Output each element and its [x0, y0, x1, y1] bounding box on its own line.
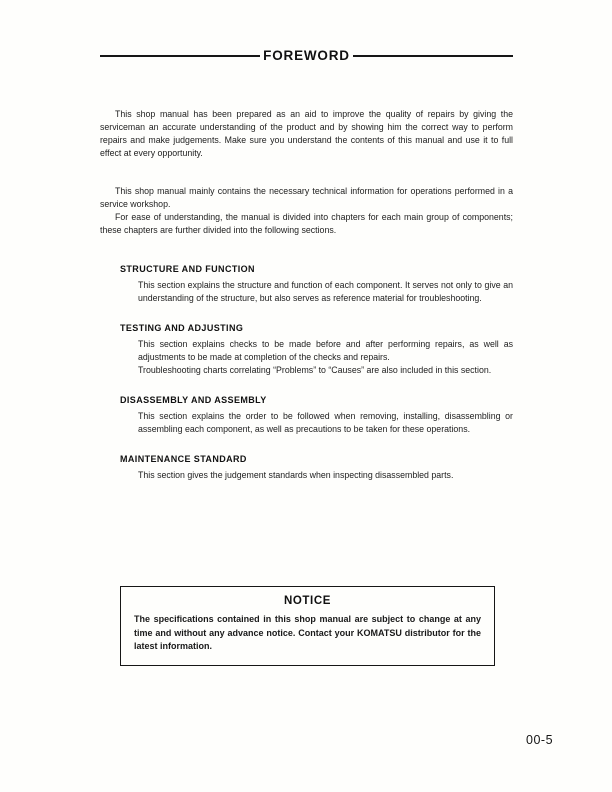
section-paragraph: This section explains the order to be followed when removing, installing, disassembling or assembling each component, as well as precautions to be taken for these operations.	[138, 411, 513, 434]
section-body	[138, 469, 513, 482]
intro-paragraph-2: This shop manual mainly contains the necessary technical information for operations performed in a service workshop.	[100, 186, 513, 209]
section-testing-and-adjusting	[120, 322, 513, 377]
section-paragraph: Troubleshooting charts correlating “Problems” to “Causes” are also included in this section.	[138, 365, 492, 375]
section-structure-and-function	[120, 263, 513, 305]
body-text	[100, 108, 513, 482]
section-paragraph: This section explains the structure and function of each component. It serves not only to give an understanding of the structure, but also serves as reference material for troubleshooting.	[138, 280, 513, 303]
foreword-title-row	[100, 48, 513, 63]
page-title: FOREWORD	[263, 48, 350, 63]
section-paragraph: This section explains checks to be made before and after performing repairs, as well as adjustments to be made at completion of the checks and repairs.	[138, 339, 513, 362]
page-number: 00-5	[526, 733, 554, 747]
section-paragraph: This section gives the judgement standards when inspecting disassembled parts.	[138, 470, 454, 480]
section-body	[138, 338, 513, 377]
intro-paragraph-1: This shop manual has been prepared as an aid to improve the quality of repairs by giving the serviceman an accurate understanding of the product and by showing him the correct way to perform repairs and make judgements. Make sure you understand the contents of this manual and use it to full effect at every opportunity.	[100, 109, 513, 158]
section-heading: DISASSEMBLY AND ASSEMBLY	[120, 395, 267, 405]
section-maintenance-standard	[120, 453, 513, 482]
section-heading: MAINTENANCE STANDARD	[120, 454, 247, 464]
title-rule-right	[353, 55, 513, 57]
notice-box	[120, 586, 495, 666]
intro-paragraph-3: For ease of understanding, the manual is divided into chapters for each main group of components; these chapters are further divided into the following sections.	[100, 212, 513, 235]
section-body	[138, 410, 513, 436]
section-heading: STRUCTURE AND FUNCTION	[120, 264, 255, 274]
notice-body: The specifications contained in this shop manual are subject to change at any time and without any advance notice. Contact your KOMATSU distributor for the latest information.	[134, 614, 481, 651]
section-disassembly-and-assembly	[120, 394, 513, 436]
notice-title: NOTICE	[283, 595, 332, 607]
title-rule-left	[100, 55, 260, 57]
page-content	[100, 48, 513, 482]
section-body	[138, 279, 513, 305]
section-heading: TESTING AND ADJUSTING	[120, 323, 244, 333]
